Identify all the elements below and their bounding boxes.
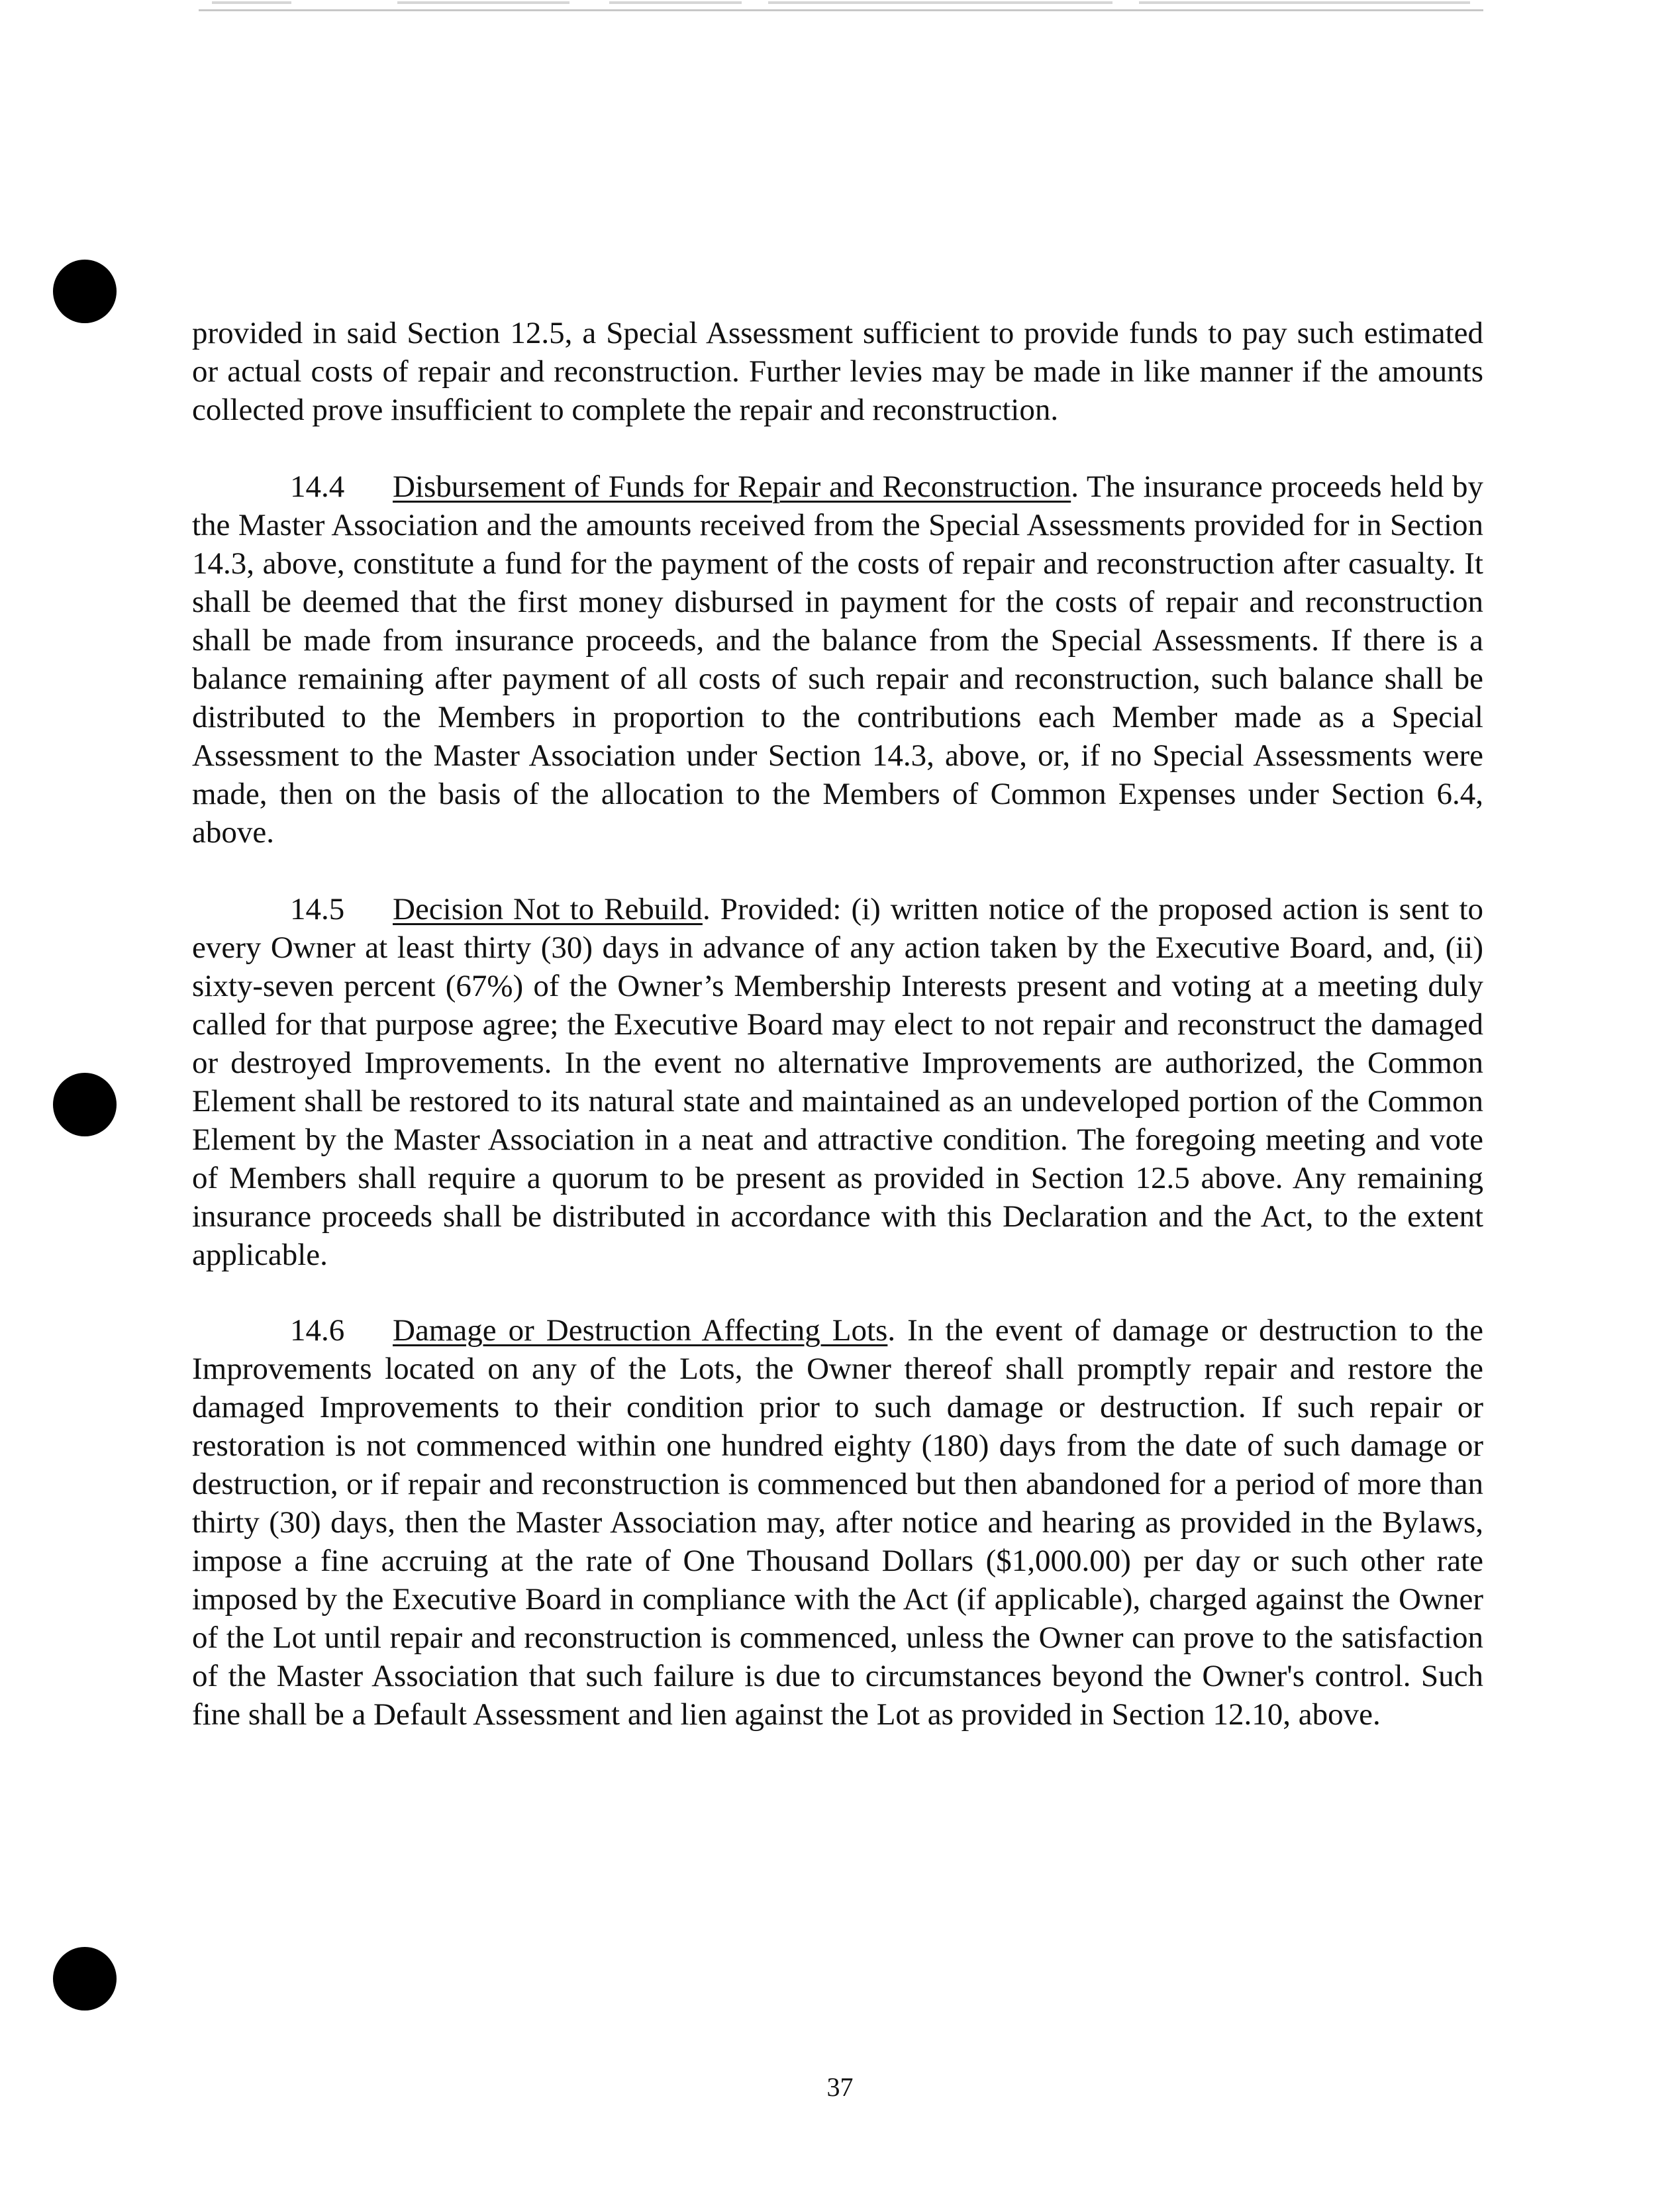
header-mark [212, 1, 291, 4]
paragraph-text: The insurance proceeds held by the Master Association and the amounts received from the Special Assessments provided for in Section 14.3, above, constitute a fund for the payment of the costs of repair and reconstruction after casualty. It shall be deemed that the first money disbursed in payment for the costs of repair and reconstruction shall be made from insurance proceeds, and the balance from the Special Assessments. If there is a balance remaining after payment of all costs of such repair and reconstruction, such balance shall be distributed to the Members in proportion to the contributions each Member made as a Special Assessment to the Master Association under Section 14.3, above, or, if no Special Assessments were made, then on the basis of the allocation to the Members of Common Expenses under Section 6.4, above. [192, 470, 1483, 850]
paragraph-text: In the event of damage or destruction to the Improvements located on any of the Lots, the Owner thereof shall promptly repair and restore the damaged Improvements to their condition prior to such damage or destruction. If such repair or restoration is not commenced within one hundred eighty (180) days from the date of such damage or destruction, or if repair and reconstruction is commenced but then abandoned for a period of more than thirty (30) days, then the Master Association may, after notice and hearing as provided in the Bylaws, impose a fine accruing at the rate of One Thousand Dollars ($1,000.00) per day or such other rate imposed by the Executive Board in compliance with the Act (if applicable), charged against the Owner of the Lot until repair and reconstruction is commenced, unless the Owner can prove to the satisfaction of the Master Association that such failure is due to circumstances beyond the Owner's control. Such fine shall be a Default Assessment and lien against the Lot as provided in Section 12.10, above. [192, 1313, 1484, 1732]
punch-hole-bottom [53, 1947, 117, 2011]
header-mark [1139, 1, 1470, 4]
section-title: Disbursement of Funds for Repair and Reconstruction [393, 470, 1071, 504]
paragraph-text: provided in said Section 12.5, a Special Assessment sufficient to provide funds to pay such estimated or actual costs of repair and reconstruction. Further levies may be made in like manner if the amounts collected prove insufficient to complete the repair and reconstruction. [192, 316, 1483, 427]
page-number: 37 [826, 2072, 854, 2102]
section-14-6 [192, 1311, 1483, 1734]
section-14-4 [192, 468, 1483, 852]
scanned-header-remnant [199, 0, 1483, 11]
title-period: . [1071, 470, 1079, 504]
punch-hole-top [53, 260, 117, 323]
section-number: 14.6 [290, 1313, 345, 1348]
section-title: Damage or Destruction Affecting Lots [393, 1313, 888, 1348]
section-number: 14.5 [290, 892, 345, 926]
section-14-5 [192, 890, 1483, 1274]
section-number: 14.4 [290, 470, 345, 504]
title-period: . [887, 1313, 896, 1348]
header-mark [768, 1, 1112, 4]
paragraph-continuation [192, 314, 1483, 429]
section-title: Decision Not to Rebuild [393, 892, 703, 926]
header-mark [397, 1, 569, 4]
header-mark [609, 1, 742, 4]
paragraph-text: Provided: (i) written notice of the proposed action is sent to every Owner at least thirty (30) days in advance of any action taken by the Executive Board, and, (ii) sixty-seven percent (67%) of the Owner’s Membership Interests present and voting at a meeting duly called for that purpose agree; the Executive Board may elect to not repair and reconstruct the damaged or destroyed Improvements. In the event no alternative Improvements are authorized, the Common Element shall be restored to its natural state and maintained as an undeveloped portion of the Common Element by the Master Association in a neat and attractive condition. The foregoing meeting and vote of Members shall require a quorum to be present as provided in Section 12.5 above. Any remaining insurance proceeds shall be distributed in accordance with this Declaration and the Act, to the extent applicable. [192, 892, 1484, 1272]
title-period: . [702, 892, 711, 926]
punch-hole-middle [53, 1073, 117, 1136]
